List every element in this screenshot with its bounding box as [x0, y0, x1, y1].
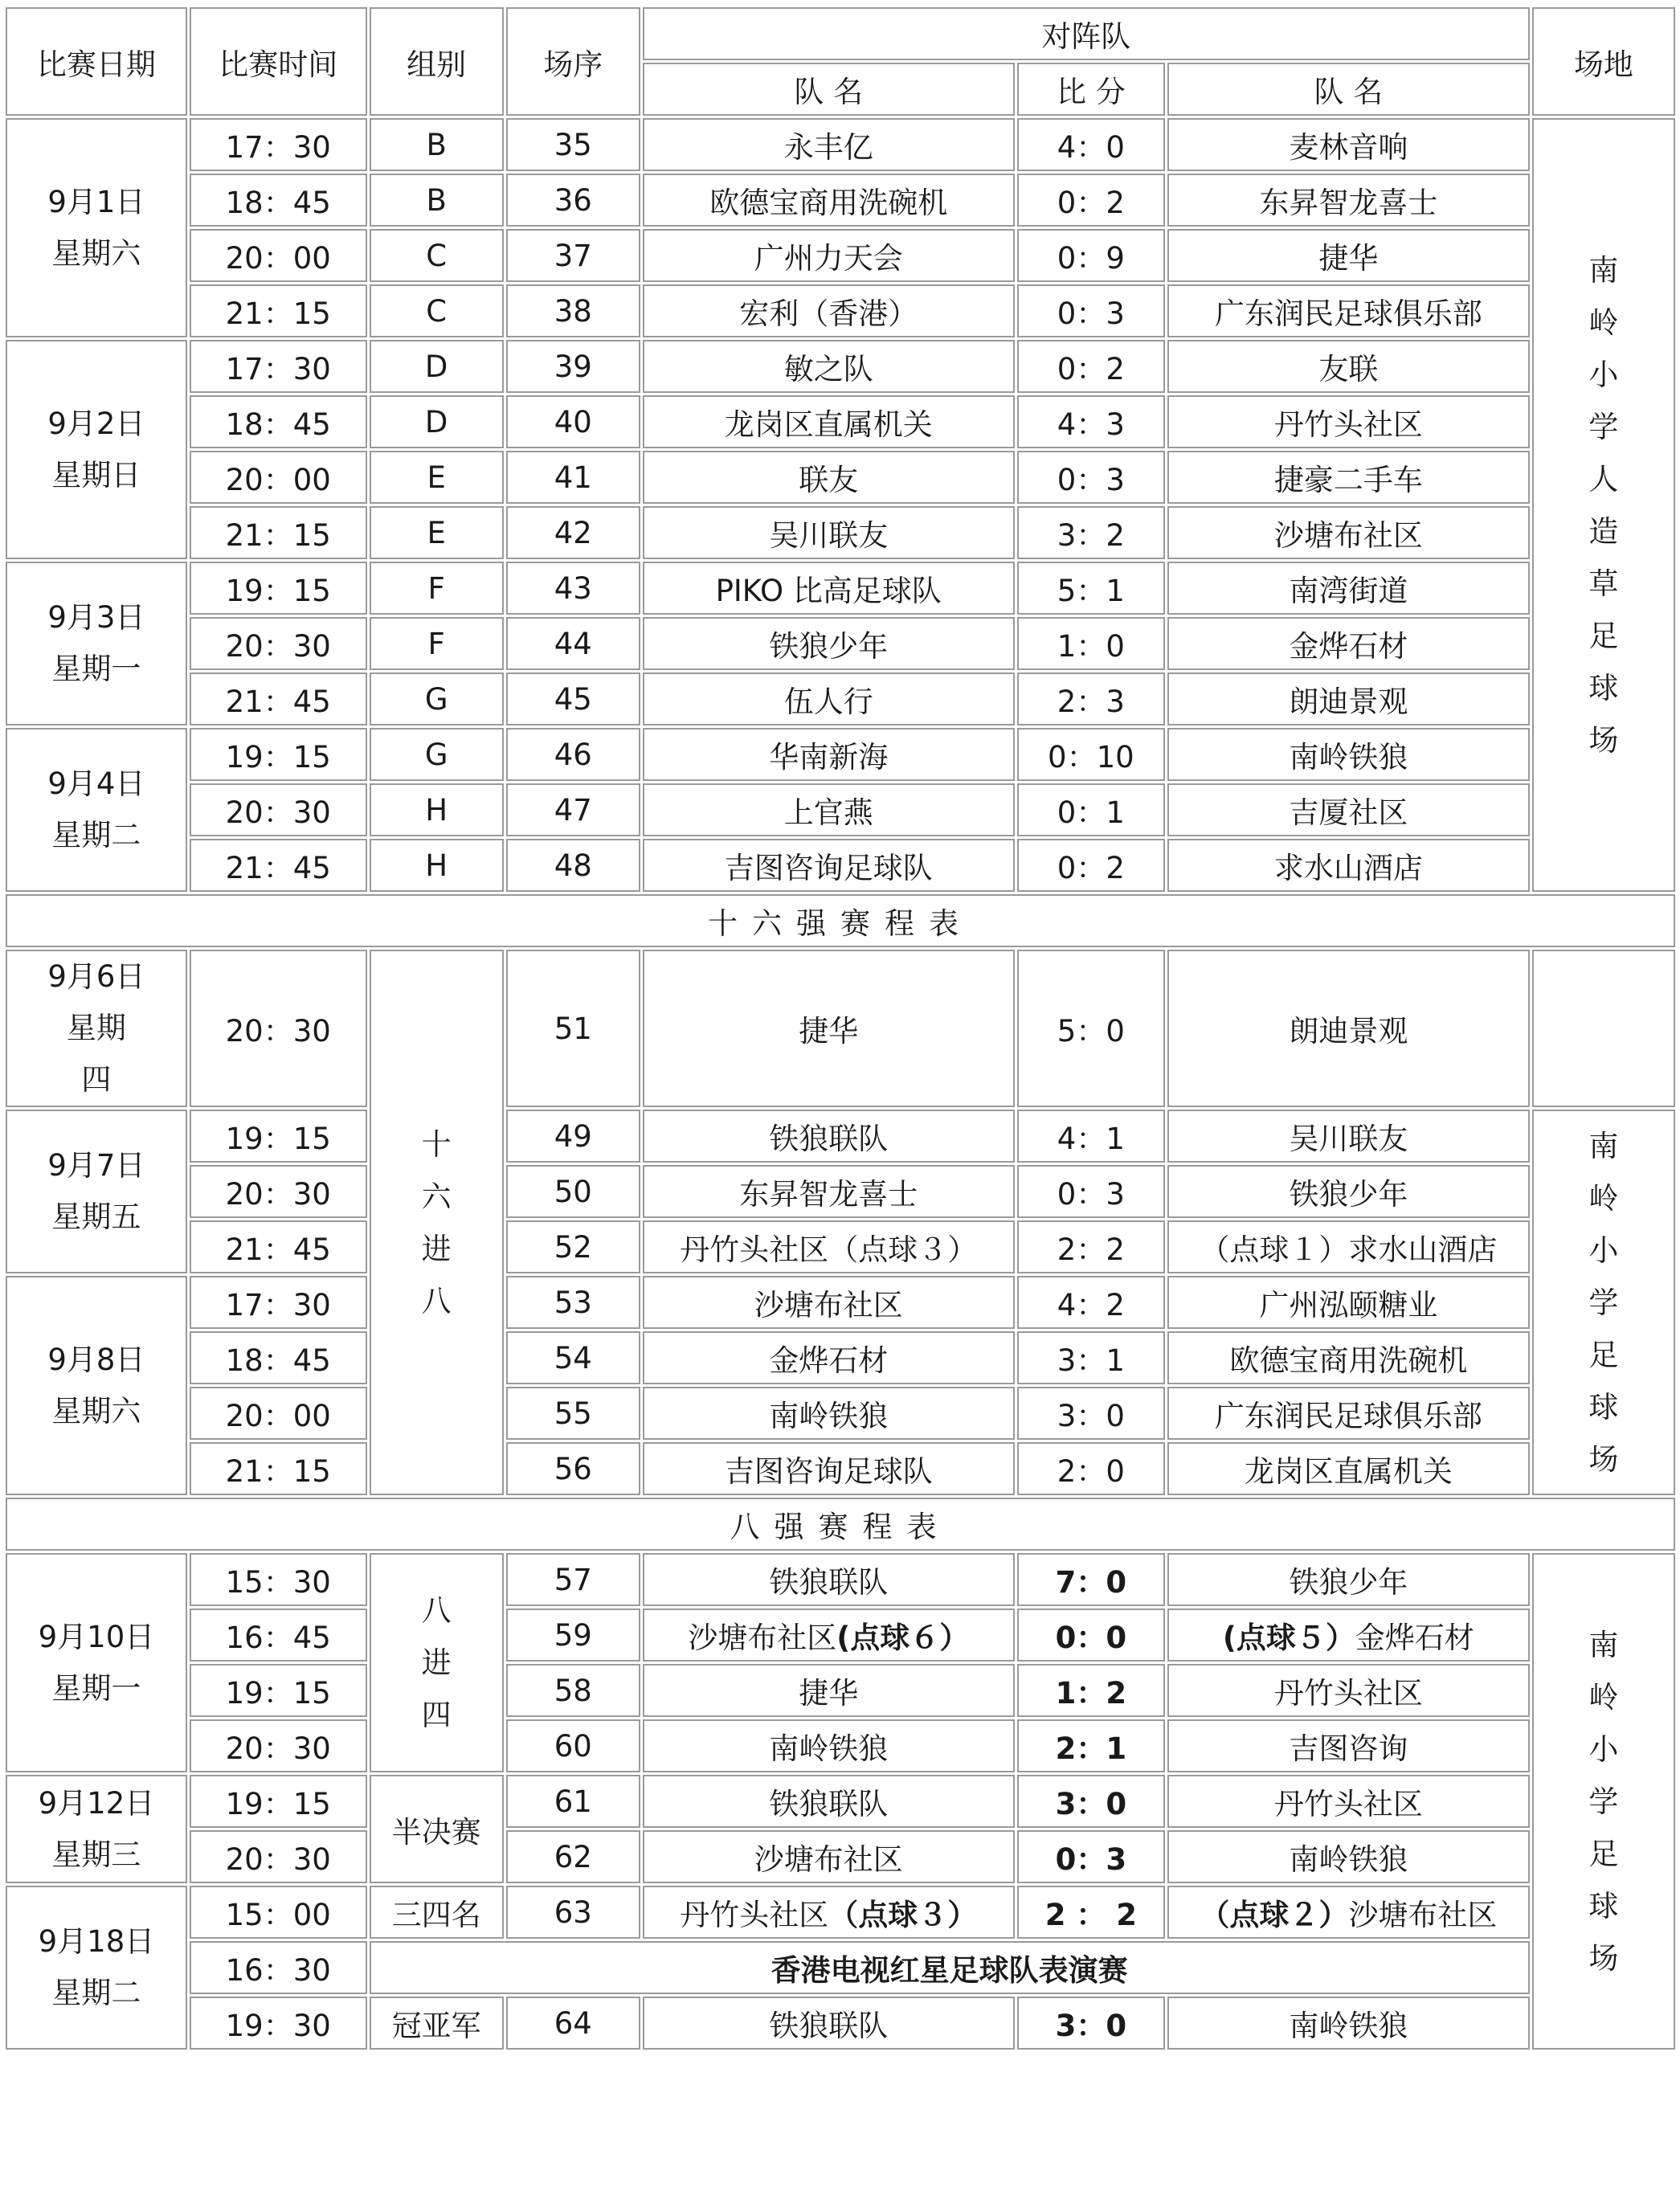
match-no-cell: 56: [506, 1442, 640, 1495]
header-home-team: 队 名: [643, 63, 1015, 116]
header-time: 比赛时间: [190, 7, 367, 116]
home-team-cell: PIKO 比高足球队: [643, 562, 1015, 615]
table-row: [6, 1608, 1675, 1662]
score-cell: 3：0: [1017, 1387, 1165, 1440]
home-team-cell: 沙塘布社区: [643, 1830, 1015, 1883]
score-cell: 3：2: [1017, 506, 1165, 559]
score-cell: 2 ： 2: [1017, 1886, 1165, 1939]
away-team-cell: 捷华: [1167, 229, 1530, 282]
match-no-cell: 36: [506, 174, 640, 227]
group-cell: B: [370, 118, 504, 171]
header-venue: 场地: [1532, 7, 1675, 116]
header-group: 组别: [370, 7, 504, 116]
date-cell: 9月3日 星期一: [6, 562, 187, 726]
group-cell: G: [370, 672, 504, 726]
exhibition-cell: 香港电视红星足球队表演赛: [370, 1941, 1530, 1994]
stage-cell: 十六进八: [370, 950, 504, 1495]
score-cell: 3：0: [1017, 1775, 1165, 1828]
match-no-cell: 47: [506, 783, 640, 836]
table-row: [6, 174, 1675, 227]
away-team-cell: （点球１）求水山酒店: [1167, 1220, 1530, 1273]
away-team-cell: 南湾街道: [1167, 562, 1530, 615]
match-no-cell: 35: [506, 118, 640, 171]
section-title-qf: 八强赛程表: [6, 1498, 1675, 1551]
time-cell: 20：00: [190, 451, 367, 504]
away-team-cell: 朗迪景观: [1167, 950, 1530, 1107]
group-cell: B: [370, 174, 504, 227]
score-cell: 4：1: [1017, 1110, 1165, 1163]
match-no-cell: 48: [506, 839, 640, 892]
time-cell: 20：30: [190, 783, 367, 836]
score-cell: 3：1: [1017, 1331, 1165, 1384]
time-cell: 18：45: [190, 1331, 367, 1384]
table-row: [6, 229, 1675, 282]
score-cell: 7：0: [1017, 1553, 1165, 1606]
score-cell: 5：1: [1017, 562, 1165, 615]
score-cell: 2：2: [1017, 1220, 1165, 1273]
section-row: [6, 894, 1675, 947]
match-no-cell: 55: [506, 1387, 640, 1440]
header-date: 比赛日期: [6, 7, 187, 116]
home-team-cell: 捷华: [643, 1664, 1015, 1717]
header-matchup: 对阵队: [643, 7, 1530, 60]
away-team-cell: 南岭铁狼: [1167, 728, 1530, 781]
match-no-cell: 38: [506, 284, 640, 337]
away-team-cell: 吉厦社区: [1167, 783, 1530, 836]
time-cell: 19：15: [190, 1664, 367, 1717]
match-no-cell: 37: [506, 229, 640, 282]
header-match-no: 场序: [506, 7, 640, 116]
time-cell: 21：45: [190, 839, 367, 892]
match-no-cell: 63: [506, 1886, 640, 1939]
match-no-cell: 40: [506, 395, 640, 448]
table-row: [6, 340, 1675, 393]
away-team-cell: 沙塘布社区: [1167, 506, 1530, 559]
away-team-cell: 友联: [1167, 340, 1530, 393]
away-team-cell: (点球５）金烨石材: [1167, 1608, 1530, 1662]
score-cell: 5：0: [1017, 950, 1165, 1107]
date-cell: 9月12日 星期三: [6, 1775, 187, 1883]
match-no-cell: 45: [506, 672, 640, 726]
group-cell: G: [370, 728, 504, 781]
home-team-cell: 捷华: [643, 950, 1015, 1107]
away-team-cell: 广东润民足球俱乐部: [1167, 284, 1530, 337]
match-schedule-table: [3, 5, 1678, 2052]
score-cell: 4：3: [1017, 395, 1165, 448]
time-cell: 16：45: [190, 1608, 367, 1662]
date-cell: 9月6日 星期 四: [6, 950, 187, 1107]
group-cell: D: [370, 340, 504, 393]
home-team-cell: 欧德宝商用洗碗机: [643, 174, 1015, 227]
group-cell: F: [370, 617, 504, 670]
time-cell: 21：15: [190, 1442, 367, 1495]
home-team-cell: 铁狼联队: [643, 1110, 1015, 1163]
venue-cell-empty: [1532, 950, 1675, 1107]
home-team-cell: 丹竹头社区（点球３）: [643, 1220, 1015, 1273]
time-cell: 21：45: [190, 672, 367, 726]
table-row: [6, 1387, 1675, 1440]
match-no-cell: 42: [506, 506, 640, 559]
home-team-cell: 华南新海: [643, 728, 1015, 781]
table-row: [6, 284, 1675, 337]
home-team-cell: 金烨石材: [643, 1331, 1015, 1384]
home-team-cell: 上官燕: [643, 783, 1015, 836]
table-row: [6, 1830, 1675, 1883]
match-no-cell: 52: [506, 1220, 640, 1273]
score-cell: 2：0: [1017, 1442, 1165, 1495]
time-cell: 20：30: [190, 1830, 367, 1883]
score-cell: 0：10: [1017, 728, 1165, 781]
away-team-cell: 丹竹头社区: [1167, 1664, 1530, 1717]
away-team-cell: 吉图咨询: [1167, 1719, 1530, 1772]
home-team-cell: 吴川联友: [643, 506, 1015, 559]
score-cell: 0：3: [1017, 1165, 1165, 1218]
table-row: [6, 1997, 1675, 2050]
time-cell: 19：30: [190, 1997, 367, 2050]
away-team-cell: 广东润民足球俱乐部: [1167, 1387, 1530, 1440]
match-no-cell: 50: [506, 1165, 640, 1218]
match-no-cell: 57: [506, 1553, 640, 1606]
group-cell: F: [370, 562, 504, 615]
time-cell: 19：15: [190, 1775, 367, 1828]
away-team-cell: 东昇智龙喜士: [1167, 174, 1530, 227]
table-row: [6, 1110, 1675, 1163]
score-cell: 0：3: [1017, 451, 1165, 504]
away-team-cell: 求水山酒店: [1167, 839, 1530, 892]
score-cell: 2：1: [1017, 1719, 1165, 1772]
table-row: [6, 1719, 1675, 1772]
score-cell: 4：2: [1017, 1276, 1165, 1329]
home-team-cell: 铁狼联队: [643, 1775, 1015, 1828]
match-no-cell: 44: [506, 617, 640, 670]
home-team-cell: 沙塘布社区: [643, 1276, 1015, 1329]
match-no-cell: 49: [506, 1110, 640, 1163]
score-cell: 0：3: [1017, 284, 1165, 337]
away-team-cell: 捷豪二手车: [1167, 451, 1530, 504]
score-cell: 0：0: [1017, 1608, 1165, 1662]
score-cell: 0：9: [1017, 229, 1165, 282]
time-cell: 18：45: [190, 395, 367, 448]
header-row: [6, 7, 1675, 60]
table-row: [6, 451, 1675, 504]
match-no-cell: 41: [506, 451, 640, 504]
away-team-cell: 铁狼少年: [1167, 1165, 1530, 1218]
table-row: [6, 1276, 1675, 1329]
group-cell: E: [370, 451, 504, 504]
time-cell: 19：15: [190, 728, 367, 781]
home-team-cell: 宏利（香港）: [643, 284, 1015, 337]
time-cell: 15：00: [190, 1886, 367, 1939]
home-team-cell: 沙塘布社区(点球６）: [643, 1608, 1015, 1662]
score-cell: 3：0: [1017, 1997, 1165, 2050]
away-team-cell: 广州泓颐糖业: [1167, 1276, 1530, 1329]
away-team-cell: 丹竹头社区: [1167, 1775, 1530, 1828]
time-cell: 19：15: [190, 1110, 367, 1163]
table-row: [6, 1442, 1675, 1495]
time-cell: 19：15: [190, 562, 367, 615]
home-team-cell: 铁狼联队: [643, 1997, 1015, 2050]
home-team-cell: 东昇智龙喜士: [643, 1165, 1015, 1218]
venue-cell: 南岭小学足球场: [1532, 1553, 1675, 2050]
time-cell: 20：30: [190, 950, 367, 1107]
table-row: [6, 562, 1675, 615]
away-team-cell: 南岭铁狼: [1167, 1830, 1530, 1883]
match-no-cell: 60: [506, 1719, 640, 1772]
match-no-cell: 58: [506, 1664, 640, 1717]
match-no-cell: 59: [506, 1608, 640, 1662]
table-row: [6, 617, 1675, 670]
time-cell: 20：30: [190, 617, 367, 670]
header-away-team: 队 名: [1167, 63, 1530, 116]
score-cell: 0：2: [1017, 340, 1165, 393]
score-cell: 0：1: [1017, 783, 1165, 836]
table-row: [6, 118, 1675, 171]
table-row: [6, 1331, 1675, 1384]
table-row: [6, 1553, 1675, 1606]
stage-cell: 冠亚军: [370, 1997, 504, 2050]
stage-cell: 八进四: [370, 1553, 504, 1772]
table-row: [6, 1886, 1675, 1939]
away-team-cell: 金烨石材: [1167, 617, 1530, 670]
stage-cell: 三四名: [370, 1886, 504, 1939]
home-team-cell: 敏之队: [643, 340, 1015, 393]
score-cell: 1：2: [1017, 1664, 1165, 1717]
away-team-cell: 吴川联友: [1167, 1110, 1530, 1163]
time-cell: 21：45: [190, 1220, 367, 1273]
away-team-cell: （点球２）沙塘布社区: [1167, 1886, 1530, 1939]
away-team-cell: 欧德宝商用洗碗机: [1167, 1331, 1530, 1384]
away-team-cell: 麦林音响: [1167, 118, 1530, 171]
home-team-cell: 丹竹头社区（点球３）: [643, 1886, 1015, 1939]
table-row: [6, 506, 1675, 559]
time-cell: 20：30: [190, 1719, 367, 1772]
time-cell: 20：00: [190, 229, 367, 282]
time-cell: 17：30: [190, 340, 367, 393]
match-no-cell: 53: [506, 1276, 640, 1329]
section-title-r16: 十六强赛程表: [6, 894, 1675, 947]
date-cell: 9月4日 星期二: [6, 728, 187, 892]
home-team-cell: 铁狼联队: [643, 1553, 1015, 1606]
group-cell: H: [370, 839, 504, 892]
date-cell: 9月1日 星期六: [6, 118, 187, 337]
venue-cell: 南岭小学足球场: [1532, 1110, 1675, 1495]
time-cell: 21：15: [190, 506, 367, 559]
score-cell: 4：0: [1017, 118, 1165, 171]
table-row: [6, 1941, 1675, 1994]
score-cell: 2：3: [1017, 672, 1165, 726]
time-cell: 16：30: [190, 1941, 367, 1994]
home-team-cell: 吉图咨询足球队: [643, 1442, 1015, 1495]
group-cell: C: [370, 229, 504, 282]
score-cell: 0：2: [1017, 174, 1165, 227]
table-row: [6, 1775, 1675, 1828]
home-team-cell: 南岭铁狼: [643, 1387, 1015, 1440]
date-cell: 9月7日 星期五: [6, 1110, 187, 1273]
match-no-cell: 39: [506, 340, 640, 393]
home-team-cell: 伍人行: [643, 672, 1015, 726]
time-cell: 18：45: [190, 174, 367, 227]
match-no-cell: 62: [506, 1830, 640, 1883]
table-row: [6, 1165, 1675, 1218]
match-no-cell: 51: [506, 950, 640, 1107]
date-cell: 9月18日 星期二: [6, 1886, 187, 2050]
home-team-cell: 广州力天会: [643, 229, 1015, 282]
away-team-cell: 朗迪景观: [1167, 672, 1530, 726]
home-team-cell: 南岭铁狼: [643, 1719, 1015, 1772]
time-cell: 15：30: [190, 1553, 367, 1606]
table-row: [6, 783, 1675, 836]
home-team-cell: 联友: [643, 451, 1015, 504]
group-cell: H: [370, 783, 504, 836]
table-row: [6, 728, 1675, 781]
section-row: [6, 1498, 1675, 1551]
home-team-cell: 龙岗区直属机关: [643, 395, 1015, 448]
time-cell: 20：00: [190, 1387, 367, 1440]
date-cell: 9月2日 星期日: [6, 340, 187, 559]
match-no-cell: 46: [506, 728, 640, 781]
stage-cell: 半决赛: [370, 1775, 504, 1883]
match-no-cell: 64: [506, 1997, 640, 2050]
match-no-cell: 43: [506, 562, 640, 615]
table-row: [6, 1220, 1675, 1273]
match-no-cell: 61: [506, 1775, 640, 1828]
date-cell: 9月10日 星期一: [6, 1553, 187, 1772]
table-row: [6, 950, 1675, 1107]
header-score: 比 分: [1017, 63, 1165, 116]
score-cell: 0：3: [1017, 1830, 1165, 1883]
match-no-cell: 54: [506, 1331, 640, 1384]
away-team-cell: 南岭铁狼: [1167, 1997, 1530, 2050]
group-cell: C: [370, 284, 504, 337]
home-team-cell: 铁狼少年: [643, 617, 1015, 670]
away-team-cell: 丹竹头社区: [1167, 395, 1530, 448]
venue-cell: 南岭小学人造草足球场: [1532, 118, 1675, 892]
time-cell: 17：30: [190, 1276, 367, 1329]
table-row: [6, 395, 1675, 448]
date-cell: 9月8日 星期六: [6, 1276, 187, 1495]
time-cell: 21：15: [190, 284, 367, 337]
score-cell: 1：0: [1017, 617, 1165, 670]
table-row: [6, 839, 1675, 892]
group-cell: E: [370, 506, 504, 559]
group-cell: D: [370, 395, 504, 448]
time-cell: 20：30: [190, 1165, 367, 1218]
table-row: [6, 1664, 1675, 1717]
table-row: [6, 672, 1675, 726]
away-team-cell: 铁狼少年: [1167, 1553, 1530, 1606]
score-cell: 0：2: [1017, 839, 1165, 892]
time-cell: 17：30: [190, 118, 367, 171]
away-team-cell: 龙岗区直属机关: [1167, 1442, 1530, 1495]
home-team-cell: 永丰亿: [643, 118, 1015, 171]
home-team-cell: 吉图咨询足球队: [643, 839, 1015, 892]
